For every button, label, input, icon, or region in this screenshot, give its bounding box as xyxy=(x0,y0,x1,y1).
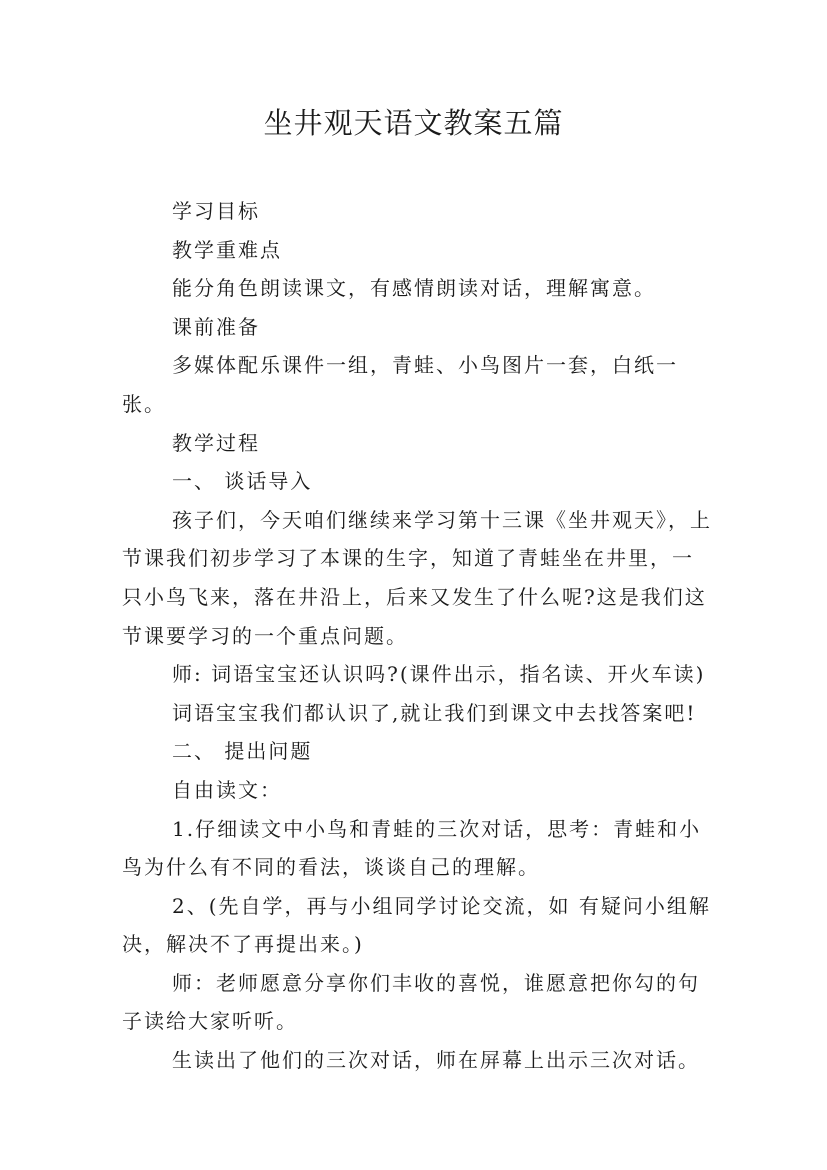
paragraph-section-one: 一、 谈话导入 xyxy=(172,469,313,494)
paragraph-find-answers: 词语宝宝我们都认识了,就让我们到课文中去找答案吧! xyxy=(172,700,697,725)
paragraph-teacher-words: 师: 词语宝宝还认识吗?(课件出示，指名读、开火车读) xyxy=(172,662,706,687)
paragraph-free-reading: 自由读文： xyxy=(172,777,282,802)
paragraph-goal-detail: 能分角色朗读课文，有感情朗读对话，理解寓意。 xyxy=(172,276,656,301)
paragraph-learning-goals: 学习目标 xyxy=(172,199,260,223)
document-title: 坐井观天语文教案五篇 xyxy=(263,106,564,140)
paragraph-teacher-share: 师：老师愿意分享你们丰收的喜悦，谁愿意把你勾的句子读给大家听听。 xyxy=(122,970,700,1034)
paragraph-key-difficulties: 教学重难点 xyxy=(172,237,282,262)
paragraph-teaching-process: 教学过程 xyxy=(172,430,260,455)
paragraph-section-two: 二、 提出问题 xyxy=(172,739,313,764)
paragraph-intro-talk: 孩子们，今天咱们继续来学习第十三课《坐井观天》，上节课我们初步学习了本课的生字，知道了青蛙坐在井里，一只小鸟飞来，落在井沿上，后来又发生了什么呢?这是我们这节课要学习的一个重点问题。 xyxy=(122,507,712,648)
paragraph-preparation-detail: 多媒体配乐课件一组，青蛙、小鸟图片一套，白纸一张。 xyxy=(122,353,678,416)
paragraph-student-read: 生读出了他们的三次对话，师在屏幕上出示三次对话。 xyxy=(172,1048,700,1073)
paragraph-preparation: 课前准备 xyxy=(172,314,260,339)
document-body xyxy=(122,192,712,1080)
paragraph-task-two: 2、(先自学，再与小组同学讨论交流，如 有疑问小组解决，解决不了再提出来。) xyxy=(122,893,711,957)
paragraph-task-one: 1.仔细读文中小鸟和青蛙的三次对话，思考：青蛙和小鸟为什么有不同的看法，谈谈自己的理解。 xyxy=(122,816,702,880)
